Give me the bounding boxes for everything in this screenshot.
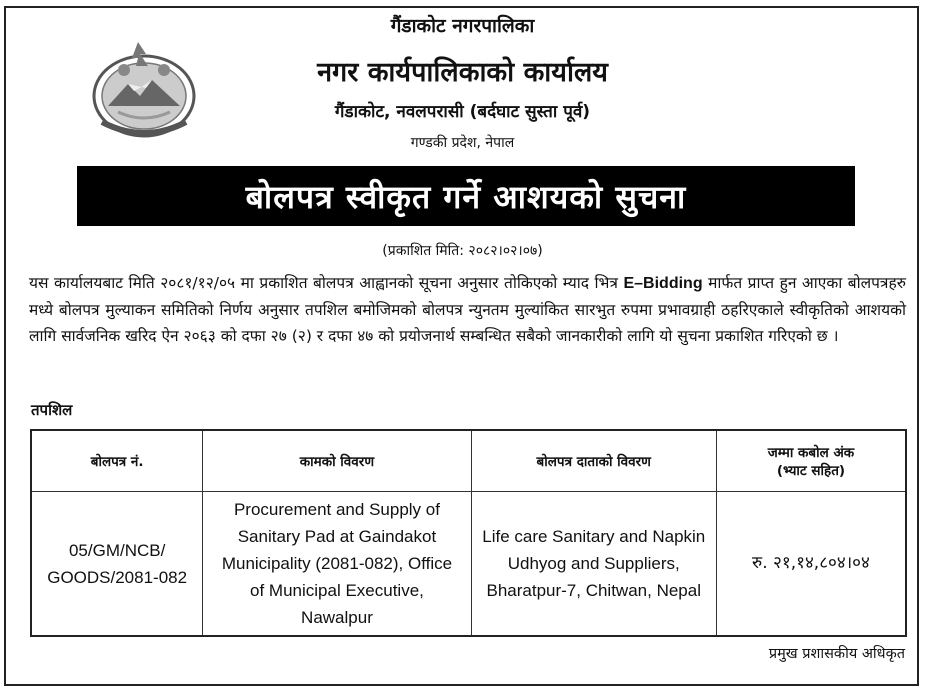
municipality-name: गैंडाकोट नगरपालिका [390, 15, 535, 37]
office-name: नगर कार्यपालिकाको कार्यालय [317, 57, 608, 88]
office-address: गैंडाकोट, नवलपरासी (बर्दघाट सुस्ता पूर्व) [334, 102, 591, 122]
cell-work-description: Procurement and Supply of Sanitary Pad at Gaindakot Municipality (2081-082), Office of Municipal Executive, Nawalpur [203, 492, 471, 637]
notice-title: बोलपत्र स्वीकृत गर्ने आशयको सुचना [77, 166, 855, 226]
signer-title: प्रमुख प्रशासकीय अधिकृत [768, 646, 905, 662]
table-header-row [31, 430, 906, 492]
header-bid-number: बोलपत्र नं. [31, 430, 203, 492]
cell-amount: रु. २१,१४,८०४।०४ [716, 492, 906, 637]
header-vat-note: (भ्याट सहित) [776, 463, 846, 479]
published-date: (प्रकाशित मिति: २०८२।०२।०७) [382, 243, 543, 259]
body-text-part1: यस कार्यालयबाट मिति २०८१/१२/०५ मा प्रकाशित बोलपत्र आह्वानको सूचना अनुसार तोकिएको म्याद भित्र [29, 274, 624, 292]
e-bidding-text: E–Bidding [623, 275, 703, 292]
header-total-amount [716, 430, 906, 492]
header-bidder-details: बोलपत्र दाताको विवरण [471, 430, 716, 492]
table-row [31, 492, 906, 637]
cell-bidder-details: Life care Sanitary and Napkin Udhyog and Suppliers, Bharatpur-7, Chitwan, Nepal [471, 492, 716, 637]
cell-bid-number: 05/GM/NCB/ GOODS/2081-082 [31, 492, 203, 637]
notice-body [29, 270, 906, 349]
header-amount-label: जम्मा कबोल अंक [767, 445, 855, 461]
body-text-part2: मार्फत प्राप्त हुन आएका बोलपत्रहरु मध्ये बोलपत्र मुल्याकन समितिको निर्णय अनुसार तपशिल बमोजिमको बोलपत्र न्युनतम मुल्यांकित सारभुत रुपमा प्रभावग्राही ठहरिएकाले स्वीकृतिको आशयको लागि सार्वजनिक खरिद ऐन २०६३ को दफा २७ (२) र दफा ४७ को प्रयोजनार्थ सम्बन्धित सबैको जानकारीको लागि यो सुचना प्रकाशित गरिएको छ । [29, 274, 906, 345]
header-work-description: कामको विवरण [203, 430, 471, 492]
details-label: तपशिल [31, 401, 73, 419]
province-name: गण्डकी प्रदेश, नेपाल [410, 135, 515, 151]
details-table [30, 429, 907, 637]
